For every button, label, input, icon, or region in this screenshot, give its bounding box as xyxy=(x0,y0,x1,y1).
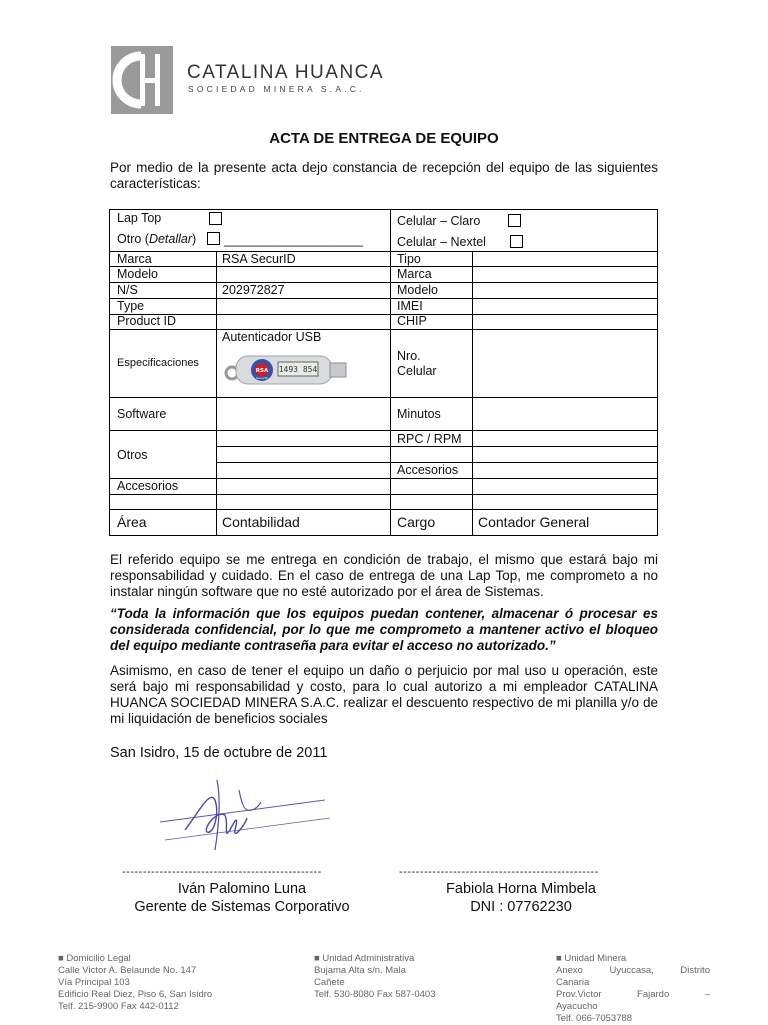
otros-label: Otros xyxy=(117,448,148,462)
product-id-label: Product ID xyxy=(117,314,177,328)
modelo-right-label: Modelo xyxy=(397,283,438,297)
otro-checkbox[interactable] xyxy=(207,232,220,245)
rpc-rpm-label: RPC / RPM xyxy=(397,432,462,446)
footer-col3-line: Anexo Uyuccasa, Distrito xyxy=(556,965,710,976)
liability-paragraph: Asimismo, en caso de tener el equipo un daño o perjuicio por mal uso u operación, este será bajo mi responsabilidad y costo, para lo cual autorizo a mi empleador CATALINA HUANCA SOCIEDAD MINERA S.A.C. realizar el descuento respectivo de mi planilla y/o de mi liquidación de beneficios sociales xyxy=(110,663,658,726)
area-value: Contabilidad xyxy=(222,514,300,530)
cargo-label: Cargo xyxy=(397,514,436,530)
signatory-left xyxy=(112,880,372,916)
accesorios-right-label: Accesorios xyxy=(397,463,459,477)
modelo-label: Modelo xyxy=(117,267,158,281)
software-label: Software xyxy=(117,407,167,421)
conditions-paragraph: El referido equipo se me entrega en condición de trabajo, el mismo que estará bajo mi responsabilidad y cuidado. En el caso de entrega de una Lap Top, me comprometo a no instalar ningún software que no esté autorizado por el área de Sistemas. xyxy=(110,552,658,599)
company-subtitle: SOCIEDAD MINERA S.A.C. xyxy=(188,84,365,94)
marca-right-label: Marca xyxy=(397,267,432,281)
signature-line-left: ------------------------------------------------ xyxy=(122,866,322,878)
svg-text:RSA: RSA xyxy=(255,368,269,374)
document-title: ACTA DE ENTREGA DE EQUIPO xyxy=(269,130,499,147)
footer-col3-line: Canaria xyxy=(556,977,590,988)
marca-label: Marca xyxy=(117,252,152,266)
footer-col1-heading: ■ Domicilio Legal xyxy=(58,953,131,964)
footer-col1-line: Vía Principal 103 xyxy=(58,977,130,988)
nro-label: Nro. xyxy=(397,349,421,363)
ns-label: N/S xyxy=(117,283,138,297)
footer-col2-line: Bujama Alta s/n. Mala xyxy=(314,965,406,976)
minutos-label: Minutos xyxy=(397,407,441,421)
signatory-left-name: Iván Palomino Luna xyxy=(177,881,307,897)
footer-col3-line: Prov.Victor Fajardo – xyxy=(556,989,710,1000)
signature-line-right: ------------------------------------------------ xyxy=(399,866,599,878)
chip-label: CHIP xyxy=(397,314,427,328)
signatory-right xyxy=(390,880,652,916)
footer-unidad-minera xyxy=(556,953,710,1025)
ns-value: 202972827 xyxy=(222,283,285,297)
footer-domicilio-legal xyxy=(58,953,278,1013)
footer-col2-line: Telf. 530-8080 Fax 587-0403 xyxy=(314,989,436,1000)
celular-nextel-checkbox[interactable] xyxy=(510,235,523,248)
laptop-label: Lap Top xyxy=(117,211,162,225)
otro-detail-blank: ____________________ xyxy=(224,233,364,247)
signatory-right-dni: DNI : 07762230 xyxy=(470,899,572,915)
otro-label: Otro (Detallar) xyxy=(117,232,197,246)
specs-value: Autenticador USB xyxy=(222,330,322,344)
footer-col1-line: Edificio Real Diez, Piso 6, San Isidro xyxy=(58,989,213,1000)
equipment-form xyxy=(109,209,658,536)
signatory-right-name: Fabiola Horna Mimbela xyxy=(446,881,596,897)
footer-col1-line: Calle Victor A. Belaunde No. 147 xyxy=(58,965,197,976)
imei-label: IMEI xyxy=(397,299,423,313)
company-name: CATALINA HUANCA xyxy=(187,62,385,83)
footer-col3-line: Ayacucho xyxy=(556,1001,598,1012)
document-date: San Isidro, 15 de octubre de 2011 xyxy=(110,745,328,761)
footer-col3-heading: ■ Unidad Minera xyxy=(556,953,627,964)
specs-label: Especificaciones xyxy=(117,357,199,369)
logo-ch-icon xyxy=(111,46,173,114)
footer-col2-heading: ■ Unidad Administrativa xyxy=(314,953,415,964)
footer-col1-line: Telf. 215-9900 Fax 442-0112 xyxy=(58,1001,179,1012)
confidentiality-statement: “Toda la información que los equipos puedan contener, almacenar ó procesar es considerada confidencial, por lo que me comprometo a mantener activo el bloqueo del equipo mediante contraseña para evitar el acceso no autorizado.” xyxy=(110,606,658,653)
footer-col2-line: Cañete xyxy=(314,977,345,988)
handwritten-signature xyxy=(155,770,335,860)
celular-claro-checkbox[interactable] xyxy=(508,214,521,227)
footer-col3-line: Telf. 066-7053788 xyxy=(556,1013,633,1024)
celular-claro-label: Celular – Claro xyxy=(397,214,481,228)
laptop-checkbox[interactable] xyxy=(209,212,222,225)
accesorios-left-label: Accesorios xyxy=(117,479,179,493)
svg-text:SecurID: SecurID xyxy=(256,376,268,380)
svg-text:1493 854: 1493 854 xyxy=(278,365,318,374)
company-logo-mark xyxy=(111,46,173,114)
type-label: Type xyxy=(117,299,145,313)
celular-nextel-label: Celular – Nextel xyxy=(397,235,486,249)
tipo-label: Tipo xyxy=(397,252,421,266)
usb-token-image xyxy=(222,348,352,386)
marca-value: RSA SecurID xyxy=(222,252,296,266)
celular-label: Celular xyxy=(397,364,437,378)
signatory-left-role: Gerente de Sistemas Corporativo xyxy=(134,899,350,915)
footer-unidad-administrativa xyxy=(314,953,494,1001)
area-label: Área xyxy=(117,514,147,530)
intro-paragraph: Por medio de la presente acta dejo constancia de recepción del equipo de las siguientes características: xyxy=(110,160,658,191)
cargo-value: Contador General xyxy=(478,514,590,530)
